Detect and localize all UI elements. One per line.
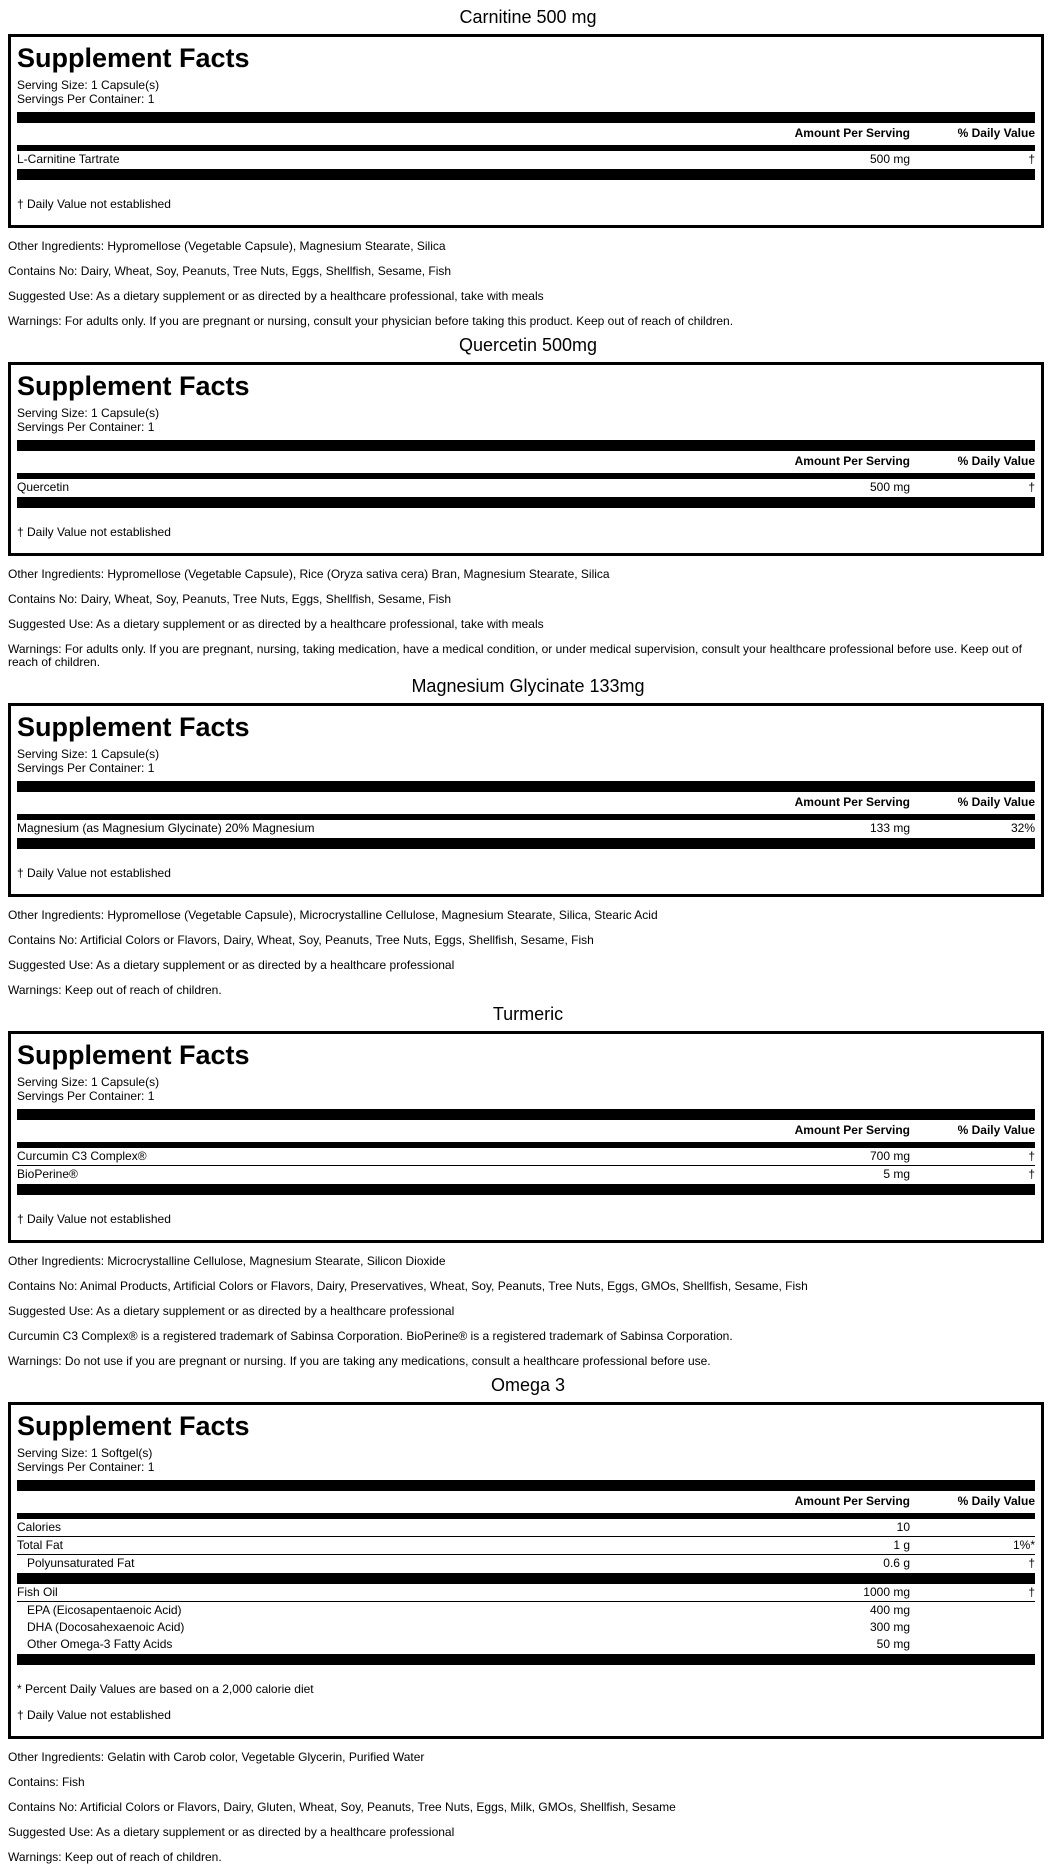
supplement-facts-panel [8, 1031, 1044, 1243]
serving-size: Serving Size: 1 Softgel(s) [17, 1446, 153, 1460]
product-quercetin [8, 328, 1048, 669]
facts-header-row [17, 792, 1035, 811]
serving-size: Serving Size: 1 Capsule(s) [17, 747, 160, 761]
product-carnitine [8, 0, 1048, 328]
serving-size: Serving Size: 1 Capsule(s) [17, 406, 160, 420]
nutrient-row [17, 1554, 1035, 1572]
thick-divider [17, 112, 1035, 123]
nutrient-amount: 133 mg [869, 821, 910, 835]
contains-no: Contains No: Artificial Colors or Flavors, Dairy, Wheat, Soy, Peanuts, Tree Nuts, Eggs, Shellfish, Sesame, Fish [8, 933, 594, 947]
nutrient-amount: 1 g [893, 1538, 910, 1552]
thick-divider [17, 1109, 1035, 1120]
warnings: Warnings: Keep out of reach of children. [8, 983, 222, 997]
nutrient-name: Curcumin C3 Complex® [17, 1149, 147, 1163]
other-ingredients: Other Ingredients: Hypromellose (Vegetable Capsule), Microcrystalline Cellulose, Magnesium Stearate, Silica, Stearic Acid [8, 908, 658, 922]
thick-divider [17, 838, 1035, 849]
product-magnesium-glycinate [8, 669, 1048, 997]
thick-divider [17, 1654, 1035, 1665]
product-title: Magnesium Glycinate 133mg [411, 676, 645, 696]
nutrient-dv [910, 1520, 1035, 1535]
servings-per-container: Servings Per Container: 1 [17, 420, 155, 434]
contains: Contains: Fish [8, 1775, 85, 1789]
nutrient-dv [910, 1603, 1035, 1618]
nutrient-dv: † [1028, 1149, 1035, 1163]
nutrient-name: Magnesium (as Magnesium Glycinate) 20% Magnesium [17, 821, 315, 835]
facts-title: Supplement Facts [17, 712, 250, 742]
suggested-use: Suggested Use: As a dietary supplement or as directed by a healthcare professional, take with meals [8, 617, 544, 631]
dv-header: % Daily Value [957, 795, 1035, 809]
nutrient-amount: 500 mg [869, 152, 910, 166]
thick-divider [17, 497, 1035, 508]
supplement-facts-panel [8, 362, 1044, 556]
dv-footnote: † Daily Value not established [17, 1708, 171, 1722]
dv-footnote: † Daily Value not established [17, 525, 171, 539]
nutrient-name: Calories [17, 1520, 62, 1534]
nutrient-row [17, 1584, 1035, 1601]
nutrient-amount: 300 mg [869, 1620, 910, 1634]
nutrient-amount: 10 [896, 1520, 910, 1534]
supplement-facts-panel [8, 34, 1044, 228]
nutrient-name: Other Omega-3 Fatty Acids [27, 1637, 173, 1651]
contains-no: Contains No: Animal Products, Artificial Colors or Flavors, Dairy, Preservatives, Wheat, Soy, Peanuts, Tree Nuts, Eggs, GMOs, Shellfish, Sesame, Fish [8, 1279, 808, 1293]
nutrient-name: Polyunsaturated Fat [27, 1556, 135, 1570]
product-turmeric [8, 997, 1048, 1368]
nutrient-amount: 5 mg [883, 1167, 910, 1181]
amount-header: Amount Per Serving [794, 454, 910, 468]
nutrient-amount: 0.6 g [883, 1556, 910, 1570]
facts-title: Supplement Facts [17, 43, 250, 73]
nutrient-row [17, 1536, 1035, 1554]
warnings: Warnings: For adults only. If you are pregnant or nursing, consult your physician before taking this product. Keep out of reach of children. [8, 314, 734, 328]
product-title: Quercetin 500mg [458, 335, 598, 355]
contains-no: Contains No: Dairy, Wheat, Soy, Peanuts, Tree Nuts, Eggs, Shellfish, Sesame, Fish [8, 592, 452, 606]
facts-title: Supplement Facts [17, 1411, 250, 1441]
thick-divider [17, 1480, 1035, 1491]
facts-header-row [17, 123, 1035, 142]
suggested-use: Suggested Use: As a dietary supplement or as directed by a healthcare professional [8, 958, 455, 972]
suggested-use: Suggested Use: As a dietary supplement or as directed by a healthcare professional, take with meals [8, 289, 544, 303]
nutrient-name: EPA (Eicosapentaenoic Acid) [27, 1603, 182, 1617]
dv-footnote: † Daily Value not established [17, 197, 171, 211]
nutrient-amount: 1000 mg [863, 1585, 910, 1599]
product-title: Turmeric [492, 1004, 564, 1024]
product-title: Carnitine 500 mg [459, 7, 597, 27]
other-ingredients: Other Ingredients: Gelatin with Carob color, Vegetable Glycerin, Purified Water [8, 1750, 425, 1764]
other-ingredients: Other Ingredients: Hypromellose (Vegetable Capsule), Magnesium Stearate, Silica [8, 239, 446, 253]
warnings: Warnings: Keep out of reach of children. [8, 1850, 222, 1864]
dv-footnote: † Daily Value not established [17, 866, 171, 880]
servings-per-container: Servings Per Container: 1 [17, 1460, 155, 1474]
nutrient-dv: † [1028, 152, 1035, 166]
dv-header: % Daily Value [957, 454, 1035, 468]
suggested-use: Suggested Use: As a dietary supplement or as directed by a healthcare professional [8, 1825, 455, 1839]
nutrient-dv: † [1028, 1585, 1035, 1599]
facts-header-row [17, 451, 1035, 470]
amount-header: Amount Per Serving [794, 1494, 910, 1508]
percent-footnote: * Percent Daily Values are based on a 2,000 calorie diet [17, 1682, 314, 1696]
nutrient-name: L-Carnitine Tartrate [17, 152, 120, 166]
nutrient-dv: † [1028, 1167, 1035, 1181]
nutrient-dv: 32% [1010, 821, 1035, 835]
facts-header-row [17, 1120, 1035, 1139]
nutrient-row [17, 820, 1035, 837]
facts-title: Supplement Facts [17, 1040, 250, 1070]
servings-per-container: Servings Per Container: 1 [17, 92, 155, 106]
nutrient-amount: 400 mg [869, 1603, 910, 1617]
nutrient-name: BioPerine® [17, 1167, 78, 1181]
servings-per-container: Servings Per Container: 1 [17, 1089, 155, 1103]
thick-divider [17, 781, 1035, 792]
nutrient-row [17, 1619, 1035, 1636]
product-title: Omega 3 [490, 1375, 566, 1395]
thick-divider [17, 1573, 1035, 1584]
amount-header: Amount Per Serving [794, 1123, 910, 1137]
nutrient-name: Quercetin [17, 480, 70, 494]
dv-header: % Daily Value [957, 1494, 1035, 1508]
nutrient-dv: † [1028, 1556, 1035, 1570]
dv-footnote: † Daily Value not established [17, 1212, 171, 1226]
nutrient-row [17, 1148, 1035, 1165]
thick-divider [17, 1184, 1035, 1195]
other-ingredients: Other Ingredients: Hypromellose (Vegetable Capsule), Rice (Oryza sativa cera) Bran, Magnesium Stearate, Silica [8, 567, 610, 581]
contains-no: Contains No: Artificial Colors or Flavors, Dairy, Gluten, Wheat, Soy, Peanuts, Tree Nuts, Eggs, Milk, GMOs, Shellfish, Sesame [8, 1800, 676, 1814]
nutrient-amount: 700 mg [869, 1149, 910, 1163]
nutrient-amount: 50 mg [876, 1637, 910, 1651]
trademark-note: Curcumin C3 Complex® is a registered trademark of Sabinsa Corporation. BioPerine® is a registered trademark of Sabinsa Corporation. [8, 1329, 733, 1343]
nutrient-dv [910, 1620, 1035, 1635]
nutrient-dv [910, 1637, 1035, 1652]
warnings: Warnings: For adults only. If you are pregnant, nursing, taking medication, have a medical condition, or under medical supervision, consult your healthcare professional before use. Keep out of reach of children. [8, 642, 1022, 669]
thick-divider [17, 169, 1035, 180]
suggested-use: Suggested Use: As a dietary supplement or as directed by a healthcare professional [8, 1304, 455, 1318]
other-ingredients: Other Ingredients: Microcrystalline Cellulose, Magnesium Stearate, Silicon Dioxide [8, 1254, 446, 1268]
warnings: Warnings: Do not use if you are pregnant or nursing. If you are taking any medications, consult a healthcare professional before use. [8, 1354, 711, 1368]
nutrient-name: Fish Oil [17, 1585, 58, 1599]
amount-header: Amount Per Serving [794, 126, 910, 140]
serving-size: Serving Size: 1 Capsule(s) [17, 78, 160, 92]
nutrient-name: Total Fat [17, 1538, 64, 1552]
nutrient-row [17, 1519, 1035, 1536]
dv-header: % Daily Value [957, 1123, 1035, 1137]
nutrient-amount: 500 mg [869, 480, 910, 494]
nutrient-row [17, 1601, 1035, 1619]
serving-size: Serving Size: 1 Capsule(s) [17, 1075, 160, 1089]
nutrient-dv: 1%* [1012, 1538, 1035, 1552]
product-omega-3 [8, 1368, 1048, 1864]
servings-per-container: Servings Per Container: 1 [17, 761, 155, 775]
amount-header: Amount Per Serving [794, 795, 910, 809]
nutrient-row [17, 1636, 1035, 1653]
nutrient-row [17, 151, 1035, 168]
nutrient-name: DHA (Docosahexaenoic Acid) [27, 1620, 185, 1634]
facts-header-row [17, 1491, 1035, 1510]
thick-divider [17, 440, 1035, 451]
nutrient-dv: † [1028, 480, 1035, 494]
dv-header: % Daily Value [957, 126, 1035, 140]
contains-no: Contains No: Dairy, Wheat, Soy, Peanuts, Tree Nuts, Eggs, Shellfish, Sesame, Fish [8, 264, 452, 278]
supplement-facts-panel [8, 1402, 1044, 1739]
facts-title: Supplement Facts [17, 371, 250, 401]
nutrient-row [17, 1165, 1035, 1183]
nutrient-row [17, 479, 1035, 496]
supplement-facts-panel [8, 703, 1044, 897]
